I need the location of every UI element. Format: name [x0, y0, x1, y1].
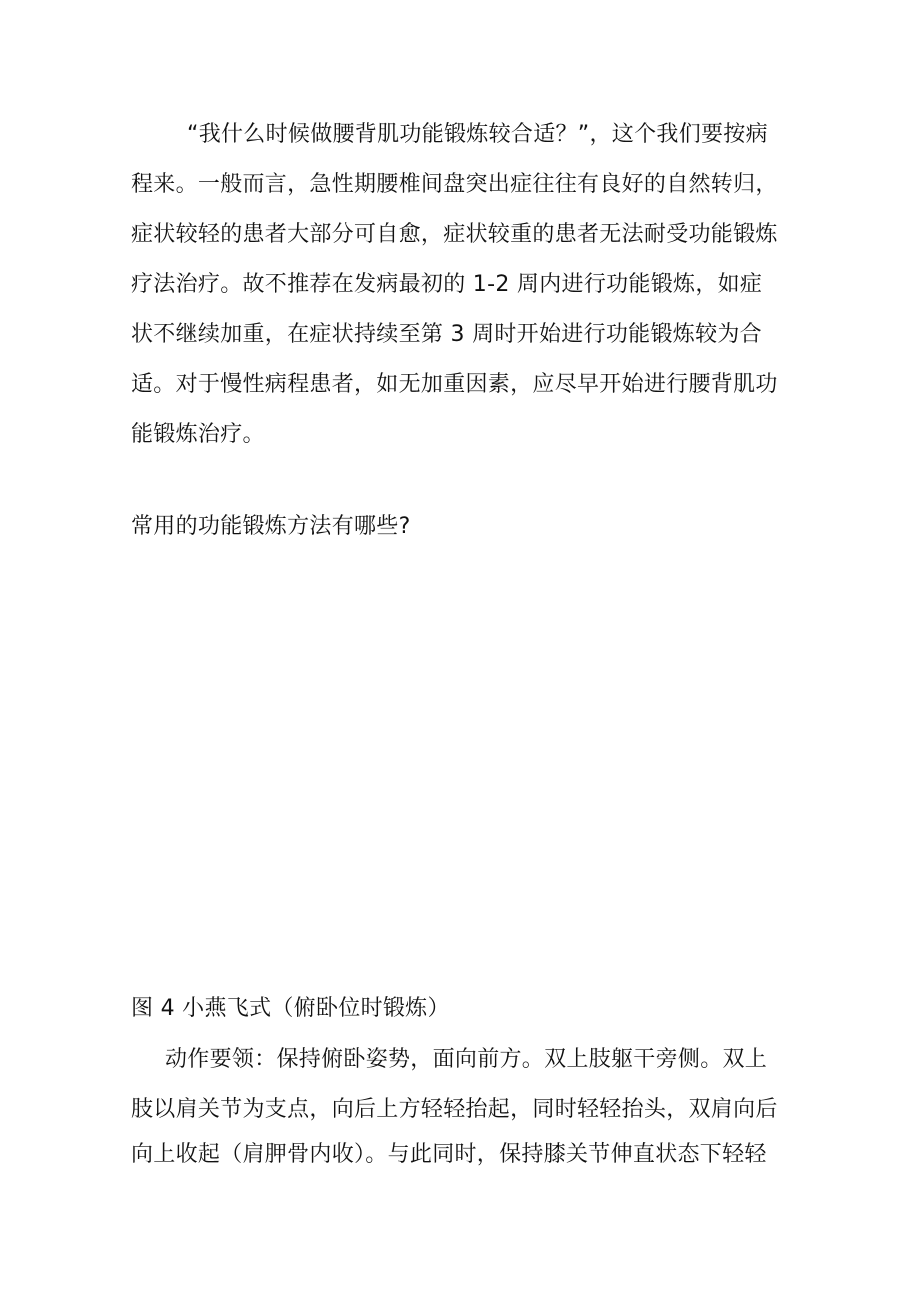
paragraph2-line-1: 动作要领：保持俯卧姿势，面向前方。双上肢躯干旁侧。双上: [165, 1047, 768, 1072]
paragraph1-line-7: 能锻炼治疗。: [131, 422, 265, 447]
paragraph2-line-2: 肢以肩关节为支点，向后上方轻轻抬起，同时轻轻抬头，双肩向后: [131, 1097, 778, 1122]
paragraph1-line-2: 程来。一般而言，急性期腰椎间盘突出症往往有良好的自然转归，: [131, 172, 778, 197]
figure-caption: 图 4 小燕飞式（俯卧位时锻炼）: [131, 996, 450, 1021]
question-heading: 常用的功能锻炼方法有哪些?: [131, 514, 411, 539]
paragraph1-line-6: 适。对于慢性病程患者，如无加重因素，应尽早开始进行腰背肌功: [131, 372, 778, 397]
paragraph1-line-5: 状不继续加重，在症状持续至第 3 周时开始进行功能锻炼较为合: [131, 322, 762, 347]
paragraph1-line-4: 疗法治疗。故不推荐在发病最初的 1-2 周内进行功能锻炼，如症: [131, 272, 763, 297]
paragraph2-line-3: 向上收起（肩胛骨内收）。与此同时，保持膝关节伸直状态下轻轻: [131, 1142, 767, 1167]
paragraph1-line-3: 症状较轻的患者大部分可自愈，症状较重的患者无法耐受功能锻炼: [131, 222, 778, 247]
paragraph1-line-1: “我什么时候做腰背肌功能锻炼较合适？”，这个我们要按病: [187, 122, 768, 147]
